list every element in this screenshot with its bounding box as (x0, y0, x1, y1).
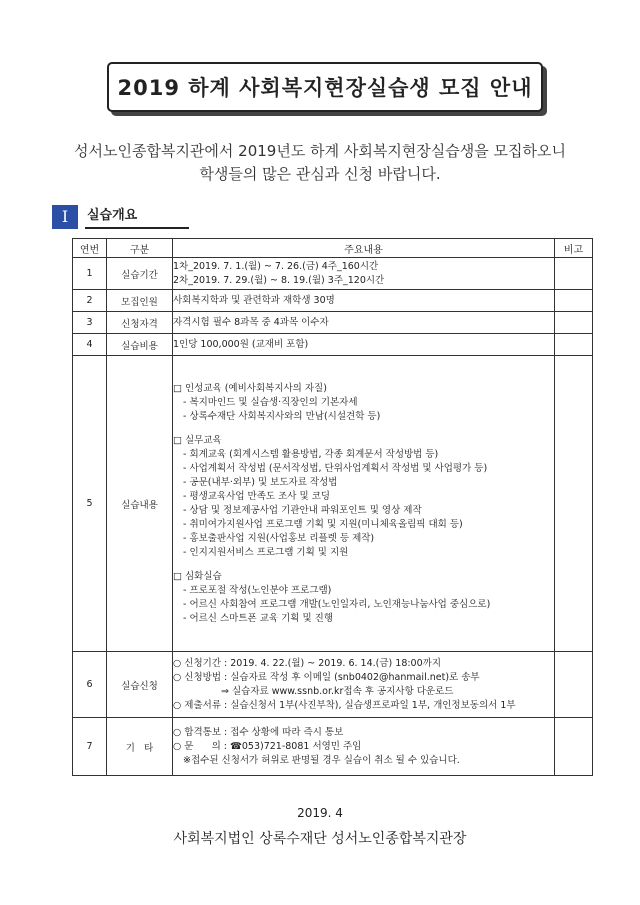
row-label: 실습신청 (107, 652, 173, 718)
row-note (555, 290, 593, 312)
list-item: - 공문(내부·외부) 및 보도자료 작성법 (183, 476, 338, 488)
header-content: 주요내용 (173, 239, 555, 258)
table-header-row (73, 239, 593, 258)
list-item: - 상록수재단 사회복지사와의 만남(시설견학 등) (183, 410, 381, 422)
table-row (73, 652, 593, 718)
row-note (555, 312, 593, 334)
footer-date: 2019. 4 (297, 806, 343, 820)
intro-line-1: 성서노인종합복지관에서 2019년도 하계 사회복지현장실습생을 모집하오니 (74, 142, 566, 160)
header-no: 연번 (73, 239, 107, 258)
row-label: 모집인원 (107, 290, 173, 312)
list-item: - 회계교육 (회계시스템 활용방법, 각종 회계문서 작성방법 등) (183, 448, 439, 460)
row-number: 1 (73, 258, 107, 290)
header-note: 비고 (555, 239, 593, 258)
row-number: 3 (73, 312, 107, 334)
row-note (555, 652, 593, 718)
table-row (73, 356, 593, 652)
contact-info: ○ 문 의 : ☎053)721-8081 서영민 주임 (173, 740, 362, 752)
row-content: 자격시험 필수 8과목 중 4과목 이수자 (173, 312, 555, 334)
row-note (555, 718, 593, 776)
table-row (73, 258, 593, 290)
download-note: ⇒ 실습자료 www.ssnb.or.kr접속 후 공지사항 다운로드 (221, 685, 454, 697)
intro-line-2: 학생들의 많은 관심과 신청 바랍니다. (199, 165, 441, 183)
row-label: 실습비용 (107, 334, 173, 356)
header-category: 구분 (107, 239, 173, 258)
list-item: - 평생교육사업 만족도 조사 및 코딩 (183, 490, 331, 502)
submit-docs: ○ 제출서류 : 실습신청서 1부(사진부착), 실습생프로파일 1부, 개인정보동의서 1부 (173, 699, 516, 711)
row-label: 기 타 (107, 718, 173, 776)
warning-note: ※접수된 신청서가 허위로 판명될 경우 실습이 취소 될 수 있습니다. (183, 754, 460, 766)
group-heading: □ 인성교육 (예비사회복지사의 자질) (173, 382, 327, 394)
section-title: 실습개요 (85, 205, 189, 229)
table-row (73, 334, 593, 356)
period-line: 2차_2019. 7. 29.(월) ~ 8. 19.(월) 3주_120시간 (173, 274, 385, 286)
list-item: - 복지마인드 및 실습생·직장인의 기본자세 (183, 396, 358, 408)
apply-period: ○ 신청기간 : 2019. 4. 22.(월) ~ 2019. 6. 14.(금) 18:00까지 (173, 657, 442, 669)
page-title: 2019 하계 사회복지현장실습생 모집 안내 (107, 62, 543, 112)
row-number: 7 (73, 718, 107, 776)
overview-table (72, 238, 593, 776)
row-label: 실습내용 (107, 356, 173, 652)
list-item: - 홍보출판사업 지원(사업홍보 리플렛 등 제작) (183, 532, 375, 544)
table-row (73, 718, 593, 776)
row-number: 2 (73, 290, 107, 312)
list-item: - 상담 및 정보제공사업 기관안내 파워포인트 및 영상 제작 (183, 504, 422, 516)
list-item: - 어르신 사회참여 프로그램 개발(노인일자리, 노인재능나눔사업 중심으로) (183, 598, 491, 610)
row-content (173, 718, 555, 776)
list-item: - 프로포절 작성(노인분야 프로그램) (183, 584, 332, 596)
group-heading: □ 실무교육 (173, 434, 222, 446)
list-item: - 인지지원서비스 프로그램 기획 및 지원 (183, 546, 349, 558)
result-notice: ○ 합격통보 : 접수 상황에 따라 즉시 통보 (173, 726, 344, 738)
list-item: - 사업계획서 작성법 (문서작성법, 단위사업계획서 작성법 및 사업평가 등) (183, 462, 488, 474)
footer-organization: 사회복지법인 상록수재단 성서노인종합복지관장 (173, 831, 467, 847)
row-content: 1인당 100,000원 (교재비 포함) (173, 334, 555, 356)
apply-method: ○ 신청방법 : 실습자료 작성 후 이메일 (snb0402@hanmail.net)로 송부 (173, 671, 480, 683)
row-note (555, 334, 593, 356)
row-content (173, 356, 555, 652)
row-content (173, 652, 555, 718)
row-label: 신청자격 (107, 312, 173, 334)
row-content: 사회복지학과 및 관련학과 재학생 30명 (173, 290, 555, 312)
period-line: 1차_2019. 7. 1.(월) ~ 7. 26.(금) 4주_160시간 (173, 260, 379, 272)
section-number: I (52, 205, 78, 229)
row-number: 4 (73, 334, 107, 356)
table-row (73, 312, 593, 334)
row-number: 5 (73, 356, 107, 652)
group-heading: □ 심화실습 (173, 570, 222, 582)
row-content (173, 258, 555, 290)
row-label: 실습기간 (107, 258, 173, 290)
row-note (555, 356, 593, 652)
table-row (73, 290, 593, 312)
row-note (555, 258, 593, 290)
list-item: - 취미여가지원사업 프로그램 기획 및 지원(미니체육올림픽 대회 등) (183, 518, 463, 530)
list-item: - 어르신 스마트폰 교육 기획 및 진행 (183, 612, 334, 624)
row-number: 6 (73, 652, 107, 718)
